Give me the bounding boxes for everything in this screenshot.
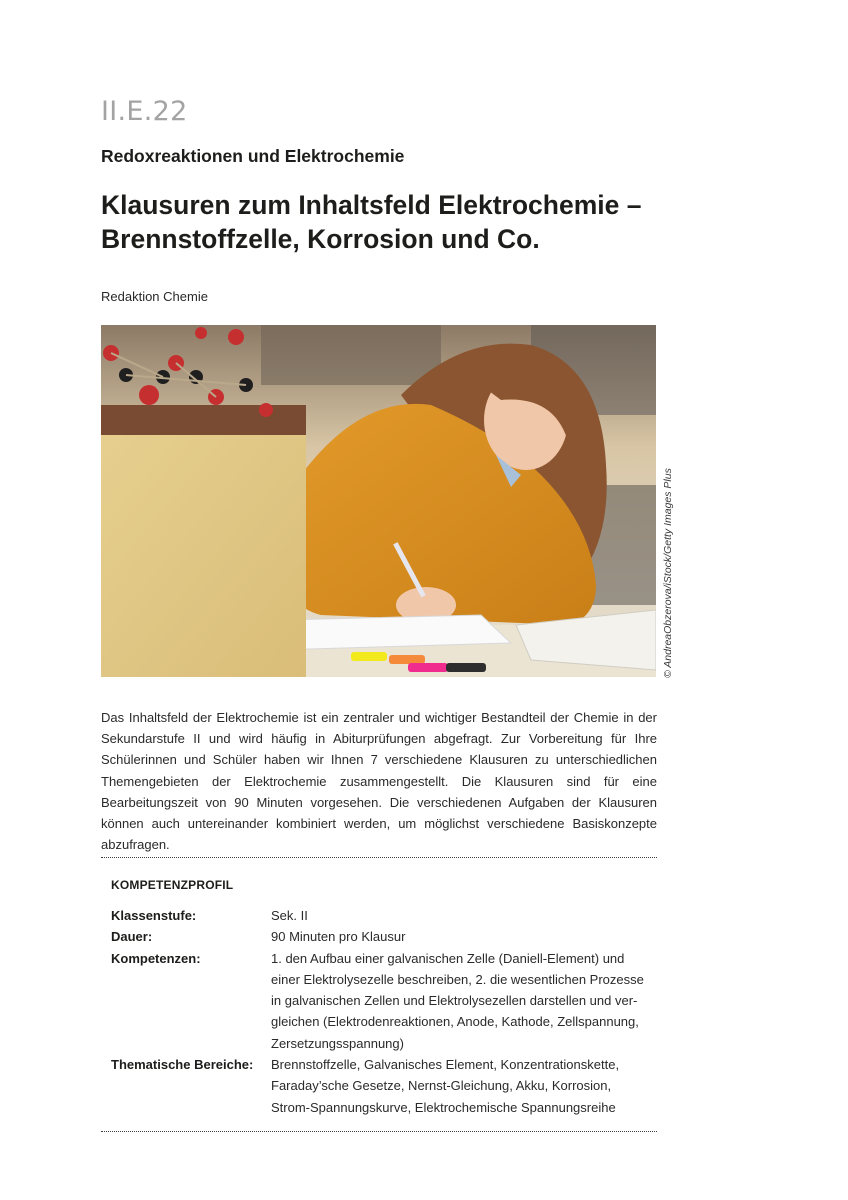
competence-profile-heading: KOMPETENZPROFIL	[111, 878, 234, 892]
profile-row-competences	[111, 948, 656, 1054]
title-line-2: Brennstoffzelle, Korrosion und Co.	[101, 224, 540, 254]
profile-row-topics	[111, 1054, 656, 1118]
profile-row-duration	[111, 926, 656, 947]
profile-row-grade	[111, 905, 656, 926]
page-title	[101, 188, 661, 256]
profile-label: Thematische Bereiche:	[111, 1057, 254, 1073]
profile-label: Dauer:	[111, 929, 153, 945]
profile-label: Klassenstufe:	[111, 908, 197, 923]
photo-credit: © AndreaObzerova/iStock/Getty Images Plus	[662, 468, 674, 678]
document-code: II.E.22	[101, 96, 188, 127]
competence-profile	[111, 905, 656, 1118]
profile-value: 90 Minuten pro Klausur	[271, 929, 406, 945]
student-writing-illustration	[101, 325, 656, 677]
cover-photo	[101, 325, 656, 677]
profile-value: 1. den Aufbau einer galvanischen Zelle (Daniell-Element) und einer Elektrolysezelle beschreiben, 2. die wesentlichen Prozesse in galvanischen Zellen und Elektrolysezellen darstellen und vergleichen (Elektrodenreaktionen, Anode, Kathode, Zellspannung, Zersetzungsspannung)	[271, 950, 644, 1051]
profile-value: Brennstoffzelle, Galvanisches Element, Konzentrationskette, Faraday’sche Gesetze, Nernst-Gleichung, Akku, Korrosion, Strom-Spannungskurve, Elektrochemische Spannungsreihe	[271, 1057, 620, 1115]
profile-value: Sek. II	[271, 908, 308, 923]
divider-bottom	[101, 1131, 657, 1132]
author: Redaktion Chemie	[101, 289, 208, 304]
intro-paragraph: Das Inhaltsfeld der Elektrochemie ist ein zentraler und wichtiger Bestandteil der Chemie in der Sekundarstufe II und wird häufig in Abiturprüfungen abgefragt. Zur Vorbereitung für Ihre Schülerinnen und Schüler haben wir Ihnen 7 verschiedene Klausuren zu unterschiedlichen Themengebieten der Elektrochemie zusammengestellt. Die Klausuren sind für eine Bearbeitungszeit von 90 Minuten vorgesehen. Die verschiedenen Aufgaben der Klausuren können auch untereinander kombiniert werden, um möglichst verschiedene Basiskonzepte abzufragen.	[101, 710, 657, 853]
title-line-1: Klausuren zum Inhaltsfeld Elektrochemie –	[101, 190, 642, 220]
profile-label: Kompetenzen:	[111, 950, 201, 966]
divider-top	[101, 857, 657, 858]
subject-heading: Redoxreaktionen und Elektrochemie	[101, 146, 405, 166]
